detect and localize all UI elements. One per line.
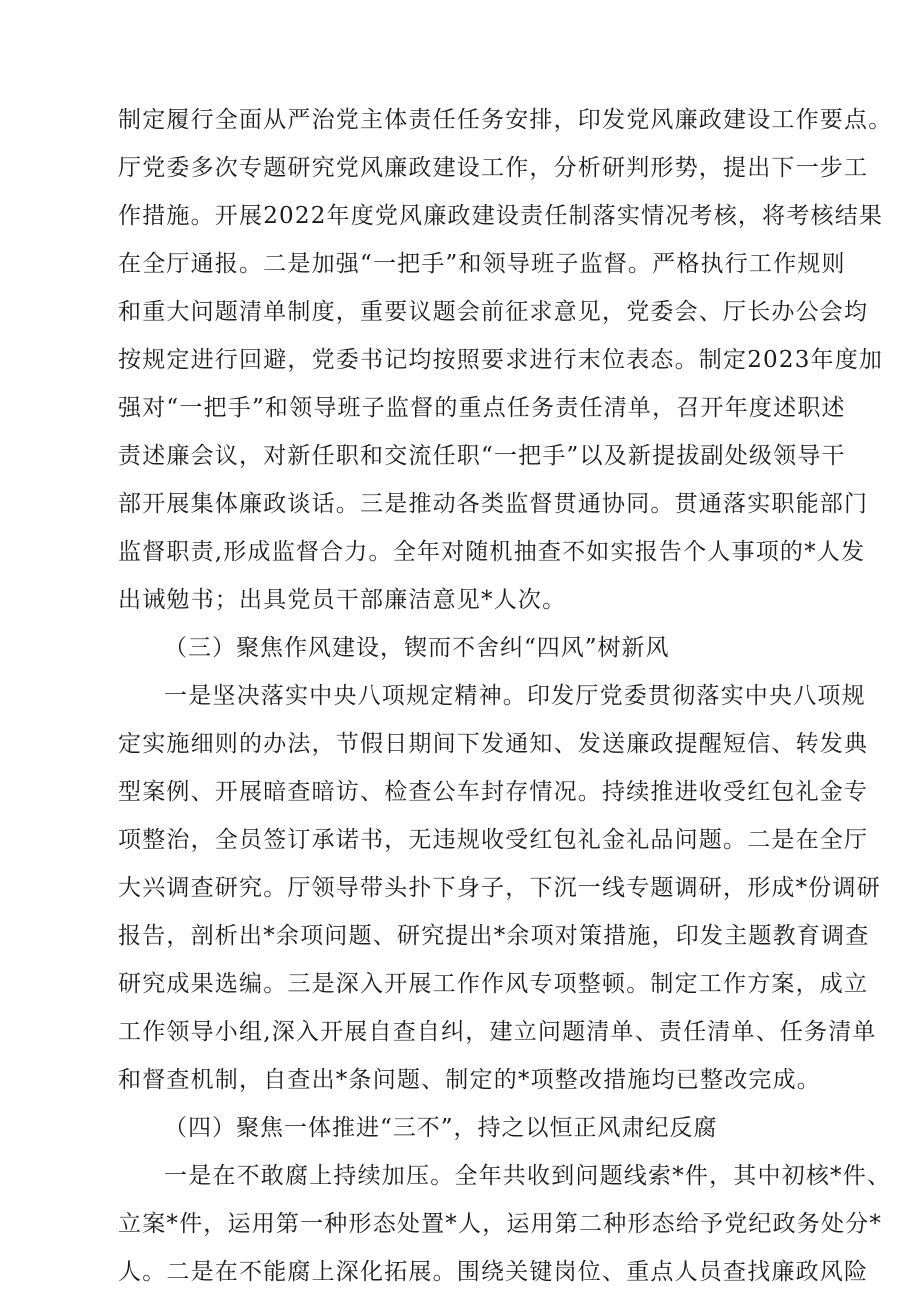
text-line: 按规定进行回避，党委书记均按照要求进行末位表态。制定2023年度加 [118,347,884,373]
text-line: 人。二是在不能腐上深化拓展。围绕关键岗位、重点人员查找廉政风险 [118,1259,869,1285]
text-line: 工作领导小组,深入开展自查自纠，建立问题清单、责任清单、任务清单 [118,1019,877,1045]
text-lines [118,96,893,1296]
text-line: 项整治，全员签订承诺书，无违规收受红包礼金礼品问题。二是在全厅 [118,827,869,853]
text-line: 和重大问题清单制度，重要议题会前征求意见，党委会、厅长办公会均 [118,299,869,325]
text-line: 强对“一把手”和领导班子监督的重点任务责任清单，召开年度述职述 [118,395,846,421]
text-line: 作措施。开展2022年度党风廉政建设责任制落实情况考核，将考核结果 [118,203,884,229]
text-line: 定实施细则的办法，节假日期间下发通知、发送廉政提醒短信、转发典 [118,731,869,757]
section-heading: （四）聚焦一体推进“三不”，持之以恒正风肃纪反腐 [164,1115,718,1141]
text-line: 责述廉会议，对新任职和交流任职“一把手”以及新提拔副处级领导干 [118,443,846,469]
text-line: 在全厅通报。二是加强“一把手”和领导班子监督。严格执行工作规则 [118,251,846,277]
text-line: 和督查机制，自查出*条问题、制定的*项整改措施均已整改完成。 [118,1067,821,1093]
text-line: 出诫勉书；出具党员干部廉洁意见*人次。 [118,587,567,613]
section-heading: （三）聚焦作风建设，锲而不舍纠“四风”树新风 [164,635,670,661]
text-line: 一是坚决落实中央八项规定精神。印发厅党委贯彻落实中央八项规 [164,683,866,709]
text-line: 立案*件，运用第一种形态处置*人，运用第二种形态给予党纪政务处分* [118,1211,883,1237]
text-line: 厅党委多次专题研究党风廉政建设工作，分析研判形势，提出下一步工 [118,155,869,181]
text-line: 部开展集体廉政谈话。三是推动各类监督贯通协同。贯通落实职能部门 [118,491,869,517]
text-line: 大兴调查研究。厅领导带头扑下身子，下沉一线专题调研，形成*份调研 [118,875,881,901]
text-line: 监督职责,形成监督合力。全年对随机抽查不如实报告个人事项的*人发 [118,539,866,565]
text-line: 报告，剖析出*余项问题、研究提出*余项对策措施，印发主题教育调查 [118,923,870,949]
document-body [118,96,893,1296]
text-line: 研究成果选编。三是深入开展工作作风专项整顿。制定工作方案，成立 [118,971,869,997]
text-line: 制定履行全面从严治党主体责任任务安排，印发党风廉政建设工作要点。 [118,107,893,133]
text-line: 一是在不敢腐上持续加压。全年共收到问题线索*件，其中初核*件、 [164,1163,892,1189]
text-line: 型案例、开展暗查暗访、检查公车封存情况。持续推进收受红包礼金专 [118,779,869,805]
